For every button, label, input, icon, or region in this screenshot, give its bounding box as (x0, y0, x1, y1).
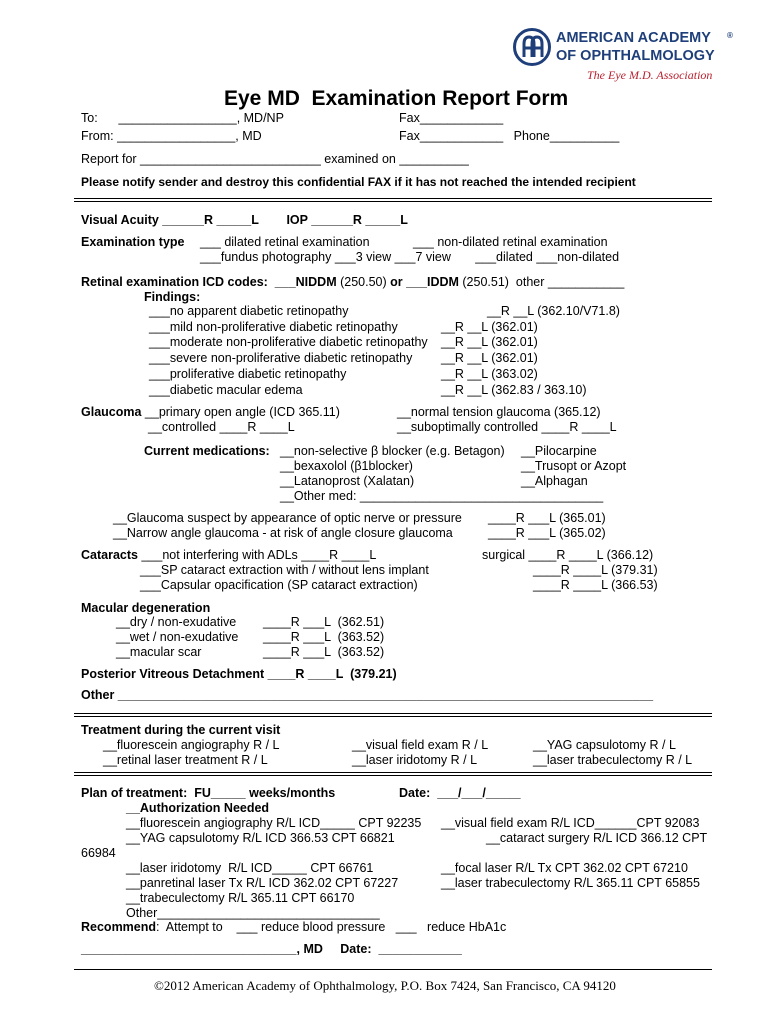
treatment-option[interactable]: __fluorescein angiography R / L (103, 738, 280, 752)
to-field[interactable]: To: _________________, MD/NP (81, 111, 284, 125)
finding-text: ___no apparent diabetic retinopathy (149, 304, 349, 318)
med-option[interactable]: __Trusopt or Azopt (521, 459, 627, 473)
findings-label: Findings: (144, 290, 201, 304)
macular-option[interactable]: __dry / non-exudative (116, 615, 237, 629)
capsular-code[interactable]: ____R ____L (366.53) (533, 578, 658, 592)
exam-non-dilated[interactable]: ___ non-dilated retinal examination (413, 235, 608, 249)
logo-tagline: The Eye M.D. Association (587, 68, 713, 82)
glaucoma-label: Glaucoma (81, 405, 142, 419)
glaucoma-suspect-code[interactable]: ____R ___L (365.01) (488, 511, 606, 525)
plan-option[interactable]: __fluorescein angiography R/L ICD_____ CPT 92235 (126, 816, 422, 830)
macular-code[interactable]: ____R ___L (363.52) (263, 645, 385, 659)
narrow-angle-code[interactable]: ____R ___L (365.02) (488, 526, 606, 540)
finding-text: ___severe non-proliferative diabetic retinopathy (149, 351, 413, 365)
footer-copyright: ©2012 American Academy of Ophthalmology, P.O. Box 7424, San Francisco, CA 94120 (154, 978, 616, 993)
exam-type-label: Examination type (81, 235, 185, 249)
plan-option[interactable]: __focal laser R/L Tx CPT 362.02 CPT 67210 (441, 861, 688, 875)
other-field[interactable]: Other _____________________________________________________________________________ (81, 688, 654, 702)
finding-code: __R __L (363.02) (441, 367, 538, 381)
confidential-notice: Please notify sender and destroy this confidential FAX if it has not reached the intended recipient (81, 175, 636, 189)
divider (74, 775, 712, 776)
report-for-field[interactable]: Report for __________________________ examined on __________ (81, 152, 469, 166)
glaucoma-suspect[interactable]: __Glaucoma suspect by appearance of optic nerve or pressure (113, 511, 462, 525)
med-option[interactable]: __Latanoprost (Xalatan) (280, 474, 415, 488)
not-interfering: ___not interfering with ADLs ____R ____L (137, 548, 377, 562)
primary-open-angle: __primary open angle (ICD 365.11) (141, 405, 340, 419)
divider (74, 716, 712, 717)
treatment-option[interactable]: __YAG capsulotomy R / L (533, 738, 676, 752)
signature-line[interactable]: _______________________________, MD Date: ____________ (81, 942, 462, 956)
retinal-icd-prefix: Retinal examination ICD codes: ___NIDDM (81, 275, 337, 289)
med-option[interactable]: __Alphagan (521, 474, 588, 488)
recommend-row[interactable] (81, 920, 506, 935)
retinal-icd-codes[interactable] (81, 275, 624, 290)
normal-tension[interactable]: __normal tension glaucoma (365.12) (397, 405, 601, 419)
recommend-text: : Attempt to ___ reduce blood pressure ___ reduce HbA1c (156, 920, 507, 934)
exam-dilated[interactable]: ___ dilated retinal examination (200, 235, 370, 249)
aao-emblem-icon (512, 27, 552, 67)
fax-from-phone-field[interactable]: Fax____________ Phone__________ (399, 129, 620, 143)
cataracts-label: Cataracts (81, 548, 138, 562)
finding-code: __R __L (362.83 / 363.10) (441, 383, 587, 397)
finding-text: ___diabetic macular edema (149, 383, 303, 397)
other-med-field[interactable]: __Other med: ___________________________________ (280, 489, 604, 503)
plan-option[interactable]: __trabeculectomy R/L 365.11 CPT 66170 (126, 891, 355, 905)
divider (74, 198, 712, 199)
divider (74, 772, 712, 773)
macular-code[interactable]: ____R ___L (362.51) (263, 615, 385, 629)
plan-option[interactable]: __YAG capsulotomy R/L ICD 366.53 CPT 66821 (126, 831, 395, 845)
treatment-option[interactable]: __retinal laser treatment R / L (103, 753, 268, 767)
finding-code: __R __L (362.01) (441, 320, 538, 334)
logo-line1: AMERICAN ACADEMY (556, 30, 711, 46)
registered-mark: ® (727, 31, 733, 40)
controlled[interactable]: __controlled ____R ____L (148, 420, 295, 434)
med-option[interactable]: __non-selective β blocker (e.g. Betagon) (280, 444, 505, 458)
niddm-code: (250.50) (336, 275, 391, 289)
plan-of-treatment[interactable]: Plan of treatment: FU_____ weeks/months (81, 786, 336, 800)
plan-option[interactable]: __cataract surgery R/L ICD 366.12 CPT (486, 831, 708, 845)
plan-option[interactable]: __laser iridotomy R/L ICD_____ CPT 66761 (126, 861, 374, 875)
divider (74, 201, 712, 202)
iddm-rest: (250.51) other ___________ (458, 275, 625, 289)
narrow-angle[interactable]: __Narrow angle glaucoma - at risk of angle closure glaucoma (113, 526, 453, 540)
glaucoma-row1[interactable] (81, 405, 340, 420)
capsular-opacification[interactable]: ___Capsular opacification (SP cataract extraction) (140, 578, 418, 592)
page-title: Eye MD Examination Report Form (224, 87, 569, 110)
finding-code: __R __L (362.01) (441, 351, 538, 365)
logo-line2: OF OPHTHALMOLOGY (556, 48, 715, 64)
from-field[interactable]: From: _________________, MD (81, 129, 262, 143)
finding-code: __R __L (362.01) (441, 335, 538, 349)
surgical[interactable]: surgical ____R ____L (366.12) (482, 548, 654, 562)
or-label: or (390, 275, 403, 289)
macular-code[interactable]: ____R ___L (363.52) (263, 630, 385, 644)
plan-option[interactable]: __panretinal laser Tx R/L ICD 362.02 CPT 67227 (126, 876, 399, 890)
macular-option[interactable]: __macular scar (116, 645, 202, 659)
plan-option[interactable]: __visual field exam R/L ICD______CPT 92083 (441, 816, 700, 830)
macular-label: Macular degeneration (81, 601, 211, 615)
med-option[interactable]: __Pilocarpine (521, 444, 597, 458)
treatment-option[interactable]: __laser iridotomy R / L (352, 753, 478, 767)
plan-date[interactable]: Date: ___/___/_____ (399, 786, 521, 800)
posterior-vitreous[interactable]: Posterior Vitreous Detachment ____R ____L (379.21) (81, 667, 397, 681)
visual-acuity-iop[interactable]: Visual Acuity ______R _____L IOP ______R _____L (81, 213, 408, 227)
finding-text: ___mild non-proliferative diabetic retinopathy (149, 320, 398, 334)
finding-code: __R __L (362.10/V71.8) (487, 304, 620, 318)
suboptimally-controlled[interactable]: __suboptimally controlled ____R ____L (397, 420, 617, 434)
plan-option-wrap: 66984 (81, 846, 116, 860)
macular-option[interactable]: __wet / non-exudative (116, 630, 239, 644)
treatment-option[interactable]: __laser trabeculectomy R / L (533, 753, 693, 767)
iddm-label: ___IDDM (402, 275, 459, 289)
sp-cataract-extraction[interactable]: ___SP cataract extraction with / without lens implant (140, 563, 429, 577)
cataracts-row1[interactable] (81, 548, 376, 563)
fax-to-field[interactable]: Fax____________ (399, 111, 504, 125)
finding-text: ___moderate non-proliferative diabetic retinopathy (149, 335, 428, 349)
med-option[interactable]: __bexaxolol (β1blocker) (280, 459, 413, 473)
divider (74, 713, 712, 714)
plan-other[interactable]: Other________________________________ (126, 906, 380, 920)
current-medications-label: Current medications: (144, 444, 270, 458)
divider (74, 969, 712, 970)
authorization-needed[interactable]: __Authorization Needed (126, 801, 270, 815)
plan-option[interactable]: __laser trabeculectomy R/L 365.11 CPT 65855 (441, 876, 700, 890)
exam-fundus-photo[interactable]: ___fundus photography ___3 view ___7 view ___dilated ___non-dilated (200, 250, 620, 264)
finding-text: ___proliferative diabetic retinopathy (149, 367, 347, 381)
treatment-label: Treatment during the current visit (81, 723, 281, 737)
recommend-label: Recommend (81, 920, 157, 934)
sp-cataract-code[interactable]: ____R ____L (379.31) (533, 563, 658, 577)
treatment-option[interactable]: __visual field exam R / L (352, 738, 489, 752)
